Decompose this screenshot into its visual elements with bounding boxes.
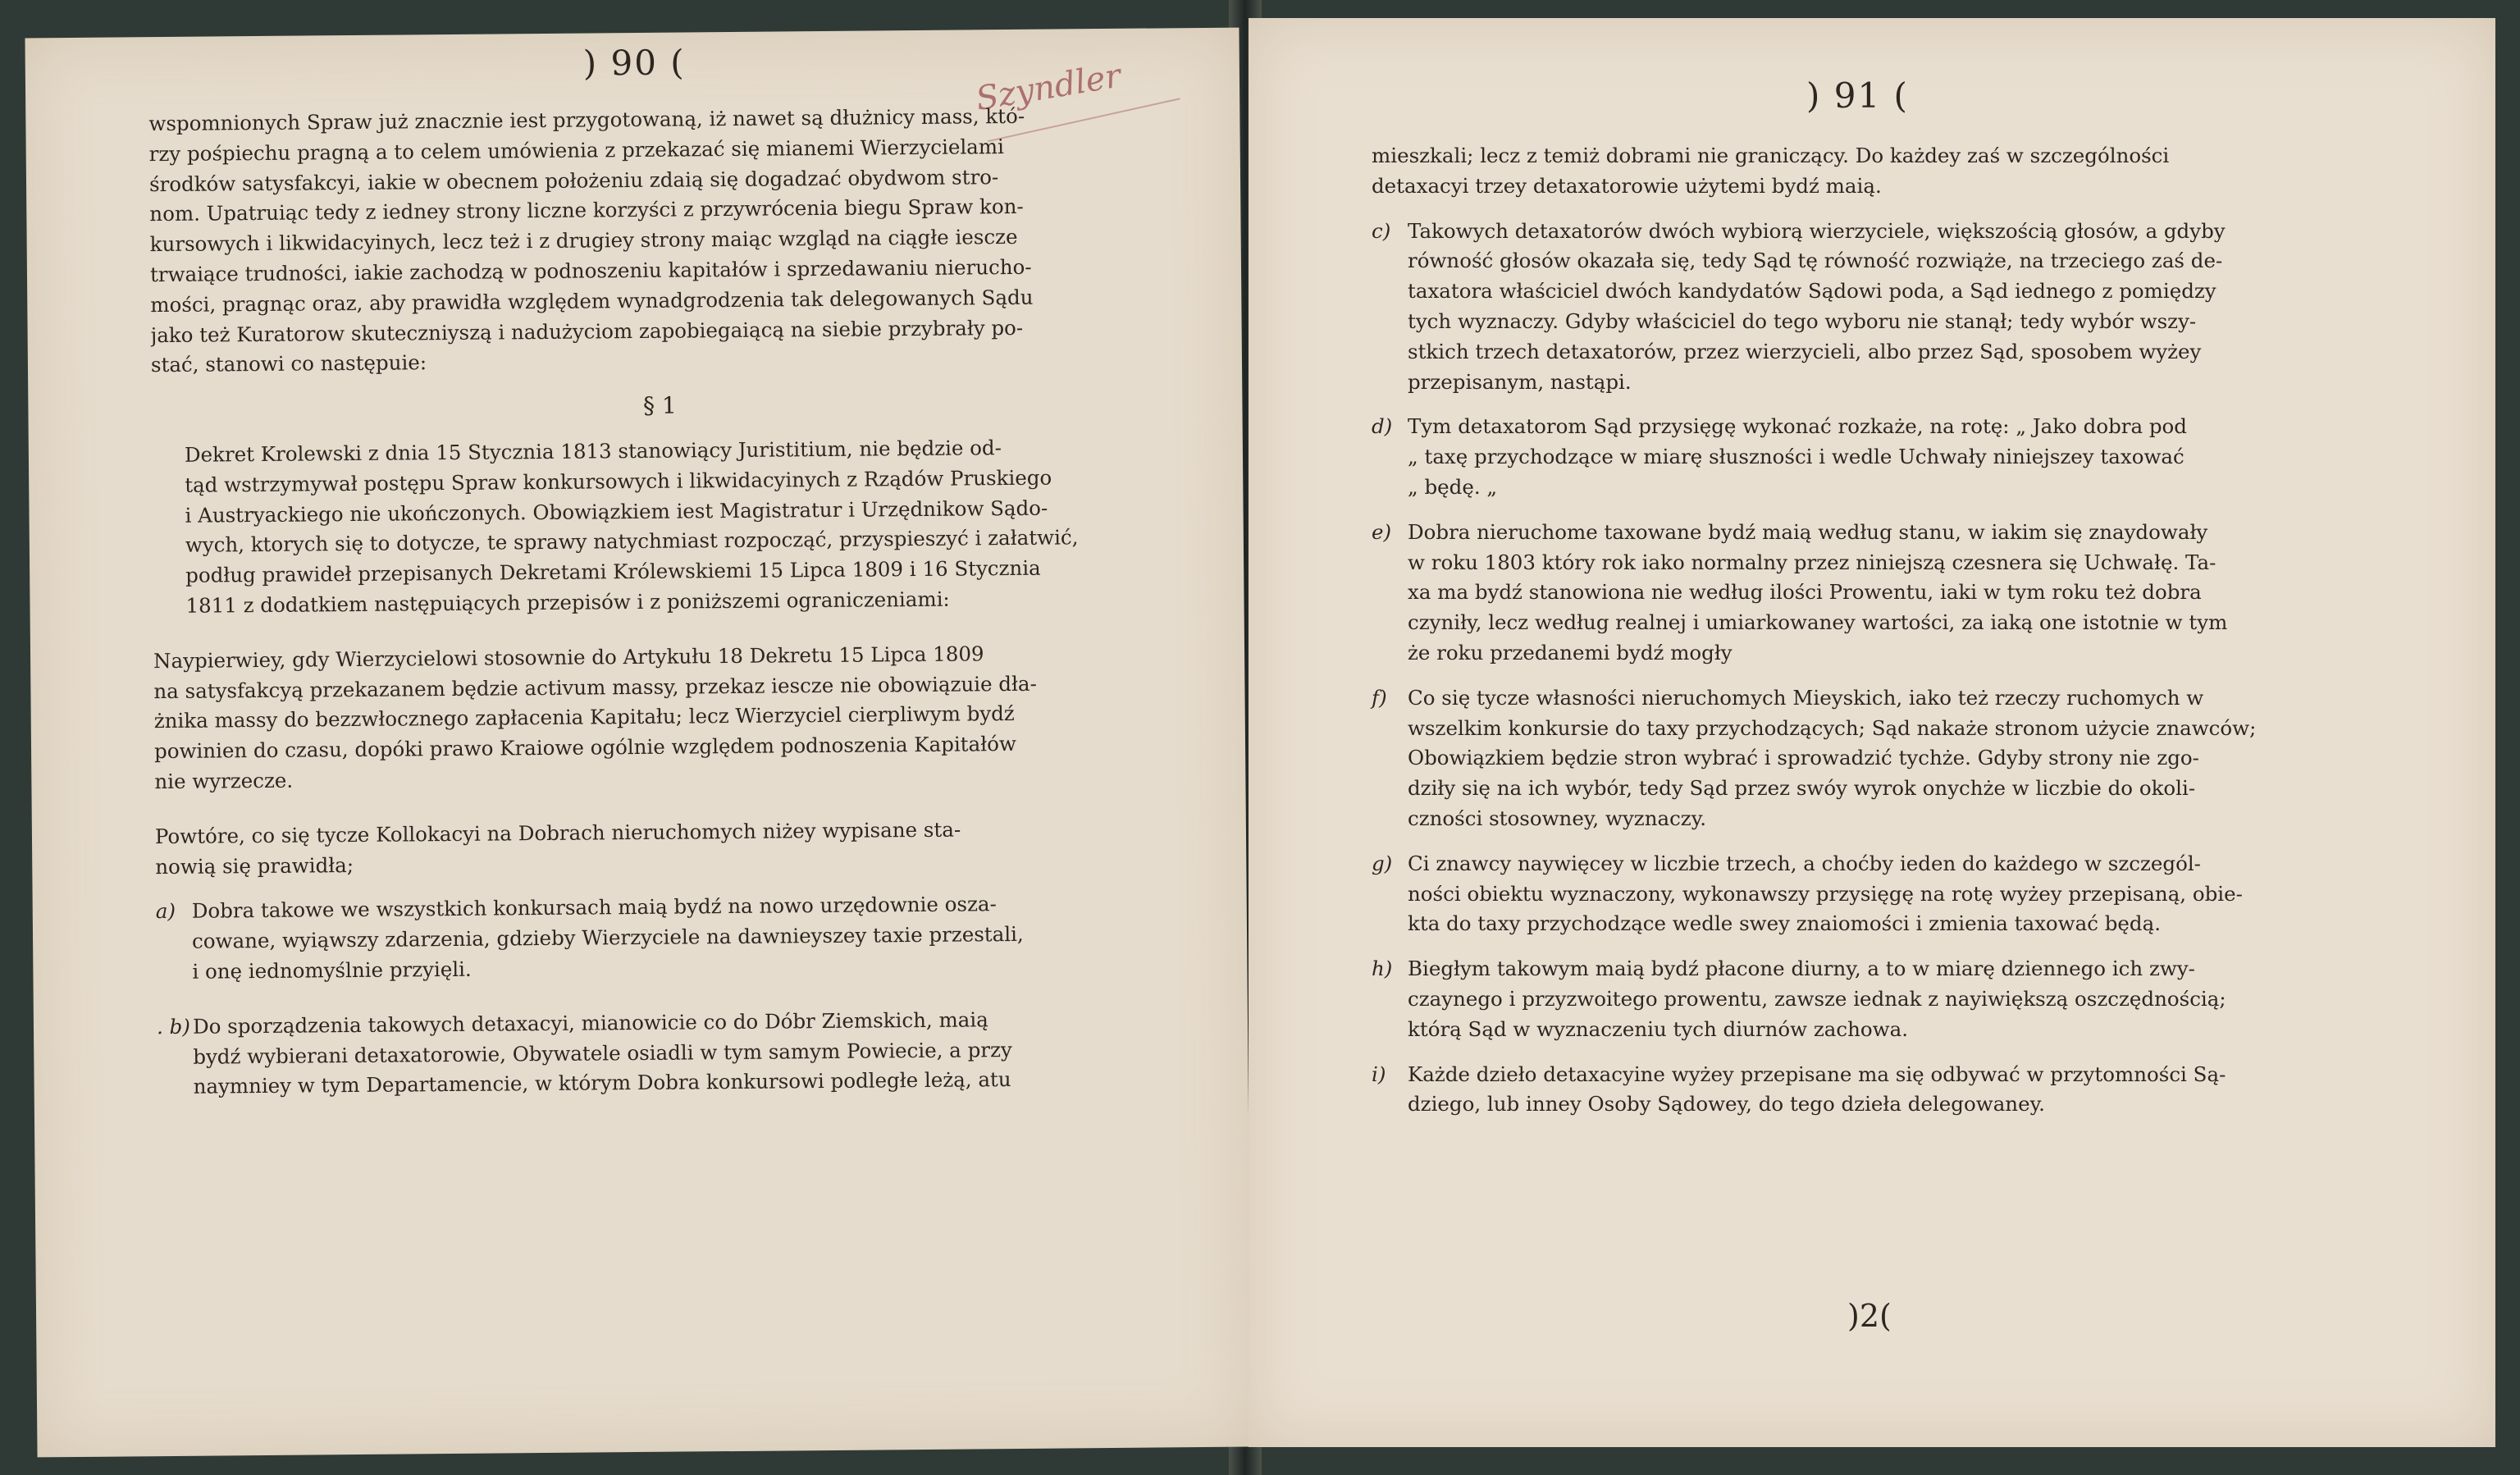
item-i [1372,1060,2413,1121]
item-label: h) [1372,957,1393,981]
item-g [1372,849,2413,939]
item-body [1408,954,2413,1044]
text-line: jako też Kuratorow skuteczniyszą i nadużyciom zapobiegaiącą na siebie przybrały po- [150,315,1024,347]
text-line: Tym detaxatorom Sąd przysięgę wykonać rozkaże, na rotę: „ Jako dobra pod [1408,414,2187,439]
catchword: )2( [1847,1298,1892,1334]
item-label: i) [1372,1062,1386,1086]
paragraph-second [155,813,1173,882]
text-line: cowane, wyiąwszy zdarzenia, gdzieby Wierzyciele na dawnieyszey taxie przestali, [191,922,1024,953]
item-label: a) [155,899,176,924]
text-line: Dekret Krolewski z dnia 15 Stycznia 1813 stanowiący Juristitium, nie będzie od- [184,436,1002,467]
item-e [1372,518,2413,669]
text-line: żnika massy do bezzwłocznego zapłacenia Kapitału; lecz Wierzyciel cierpliwym bydź [153,701,1015,733]
text-line: czaynego i przyzwoitego prowentu, zawsze iednak z nayiwiększą oszczędnością; [1408,986,2226,1011]
item-body [192,888,1174,988]
item-label: g) [1372,851,1393,875]
item-body [1408,518,2413,669]
text-line: taxatora właściciel dwóch kandydatów Sądowi poda, a Sąd iednego z pomiędzy [1408,279,2216,304]
text-line: przepisanym, nastąpi. [1408,369,1632,394]
page-number: ) 91 ( [1806,75,1909,116]
item-label: e) [1372,519,1392,544]
item-f [1372,683,2413,834]
left-text-block [148,100,1175,1103]
text-line: ności obiektu wyznaczony, wykonawszy przysięgę na rotę wyżey przepisaną, obie- [1408,881,2243,906]
item-c [1372,217,2413,398]
text-line: w roku 1803 który rok iako normalny przez niniejszą czesnera się Uchwałę. Ta- [1408,550,2216,574]
text-line: rzy pośpiechu pragną a to celem umówienia z przekazać się mianemi Wierzycielami [148,134,1005,166]
text-line: naymniey w tym Departamencie, w którym Dobra konkursowi podległe leżą, atu [193,1067,1011,1099]
item-h [1372,954,2413,1044]
text-line: że roku przedanemi bydź mogły [1408,640,1732,664]
text-line: bydź wybierani detaxatorowie, Obywatele osiadli w tym samym Powiecie, a przy [193,1037,1012,1069]
text-line: tych wyznaczy. Gdyby właściciel do tego wyboru nie stanął; tedy wybór wszy- [1408,308,2197,333]
item-label: d) [1372,414,1393,439]
text-line: kursowych i likwidacyinych, lecz też i z drugiey strony maiąc wzgląd na ciągłe iescze [149,225,1018,257]
text-line: trwaiące trudności, iakie zachodzą w podnoszeniu kapitałów i sprzedawaniu nierucho- [149,254,1032,287]
handwritten-signature: Szyndler [973,57,1124,119]
text-line: Dobra nieruchome taxowane bydź maią według stanu, w iakim się znaydowały [1408,519,2208,544]
intro-paragraph [148,100,1168,381]
text-line: Naypierwiey, gdy Wierzycielowi stosownie do Artykułu 18 Dekretu 15 Lipca 1809 [153,642,984,673]
paragraph-decree [152,432,1171,622]
text-line: na satysfakcyą przekazanem będzie activum massy, przekaz iescze nie obowiązuie dła- [153,671,1037,703]
left-page [25,28,1251,1458]
text-line: podług prawideł przepisanych Dekretami Królewskiemi 15 Lipca 1809 i 16 Stycznia [185,555,1041,587]
text-line: Biegłym takowym maią bydź płacone diurny, a to w miarę dziennego ich zwy- [1408,957,2195,981]
text-line: wszelkim konkursie do taxy przychodzących; Sąd nakaże stronom użycie znawców; [1408,715,2257,740]
right-page [1249,18,2495,1447]
text-line: czności stosowney, wyznaczy. [1408,806,1707,830]
text-line: 1811 z dodatkiem następuiących przepisów i z poniższemi ograniczeniami: [185,587,950,618]
continuation-paragraph [1372,141,2413,202]
item-body [1408,683,2413,834]
text-line: stkich trzech detaxatorów, przez wierzycieli, albo przez Sąd, sposobem wyżey [1408,339,2202,363]
text-line: „ będę. „ [1408,474,1498,499]
text-line: stać, stanowi co następuie: [150,350,427,377]
text-line: Ci znawcy naywięcey w liczbie trzech, a choćby ieden do każdego w szczegól- [1408,851,2201,875]
text-line: Każde dzieło detaxacyine wyżey przepisane ma się odbywać w przytomności Są- [1408,1062,2226,1086]
item-body [1408,412,2413,502]
text-line: wych, ktorych się to dotycze, te sprawy natychmiast rozpocząć, przyspieszyć i załatwić, [185,525,1079,558]
right-text-block [1372,141,2413,1120]
text-line: „ taxę przychodzące w miarę słuszności i wedle Uchwały niniejszey taxować [1408,445,2184,469]
item-body [1408,849,2413,939]
text-line: Dobra takowe we wszystkich konkursach maią bydź na nowo urzędownie osza- [191,892,997,924]
text-line: Obowiązkiem będzie stron wybrać i sprowadzić tychże. Gdyby strony nie zgo- [1408,746,2199,770]
page-number: ) 90 ( [582,42,686,84]
text-line: środków satysfakcyi, iakie w obecnem położeniu zdaią się dogadzać obydwom stro- [148,164,999,196]
item-body [193,1003,1175,1103]
text-line: mości, pragnąc oraz, aby prawidła względem wynadgrodzenia tak delegowanych Sądu [150,285,1034,317]
item-a [156,888,1174,988]
text-line: nowią się prawidła; [155,852,354,879]
item-label: . b) [156,1014,190,1039]
item-b [157,1003,1175,1103]
text-line: detaxacyi trzey detaxatorowie użytemi bydź maią. [1372,173,1882,198]
text-line: xa ma bydź stanowiona nie według ilości Prowentu, iaki w tym roku też dobra [1408,580,2202,605]
text-line: Powtóre, co się tycze Kollokacyi na Dobrach nieruchomych niżey wypisane sta- [154,817,961,848]
paragraph-first [153,637,1172,797]
text-line: i Austryackiego nie ukończonych. Obowiązkiem iest Magistratur i Urzędnikow Sądo- [185,495,1048,527]
text-line: powinien do czasu, dopóki prawo Kraiowe ogólnie względem podnoszenia Kapitałów [153,732,1016,764]
text-line: wspomnionych Spraw już znacznie iest przygotowaną, iż nawet są dłużnicy mass, któ- [148,103,1025,136]
item-label: c) [1372,218,1391,243]
text-line: Takowych detaxatorów dwóch wybiorą wierzyciele, większością głosów, a gdyby [1408,218,2226,243]
text-line: Do sporządzenia takowych detaxacyi, mianowicie co do Dóbr Ziemskich, maią [192,1007,988,1039]
text-line: dziego, lub inney Osoby Sądowey, do tego dzieła delegowaney. [1408,1092,2045,1117]
text-line: równość głosów okazała się, tedy Sąd tę równość rozwiąże, na trzeciego zaś de- [1408,249,2223,273]
text-line: mieszkali; lecz z temiż dobrami nie graniczący. Do każdey zaś w szczególności [1372,144,2170,167]
text-line: nie wyrzecze. [154,768,294,794]
item-body [1408,217,2413,398]
text-line: dziły się na ich wybór, tedy Sąd przez swóy wyrok onychże w liczbie do okoli- [1408,776,2196,801]
text-line: i onę iednomyślnie przyięli. [192,957,472,984]
text-line: tąd wstrzymywał postępu Spraw konkursowych i likwidacyinych z Rządów Pruskiego [185,465,1052,497]
text-line: Co się tycze własności nieruchomych Mieyskich, iako też rzeczy ruchomych w [1408,685,2204,710]
text-line: nom. Upatruiąc tedy z iedney strony liczne korzyści z przywrócenia biegu Spraw kon- [149,194,1024,226]
text-line: którą Sąd w wyznaczeniu tych diurnów zachowa. [1408,1016,1908,1041]
item-label: f) [1372,685,1387,710]
section-heading: § 1 [642,391,677,420]
item-body [1408,1060,2413,1121]
item-d [1372,412,2413,502]
text-line: kta do taxy przychodzące wedle swey znaiomości i zmienia taxować będą. [1408,911,2162,936]
text-line: czyniły, lecz według realnej i umiarkowaney wartości, za iaką one istotnie w tym [1408,610,2228,635]
